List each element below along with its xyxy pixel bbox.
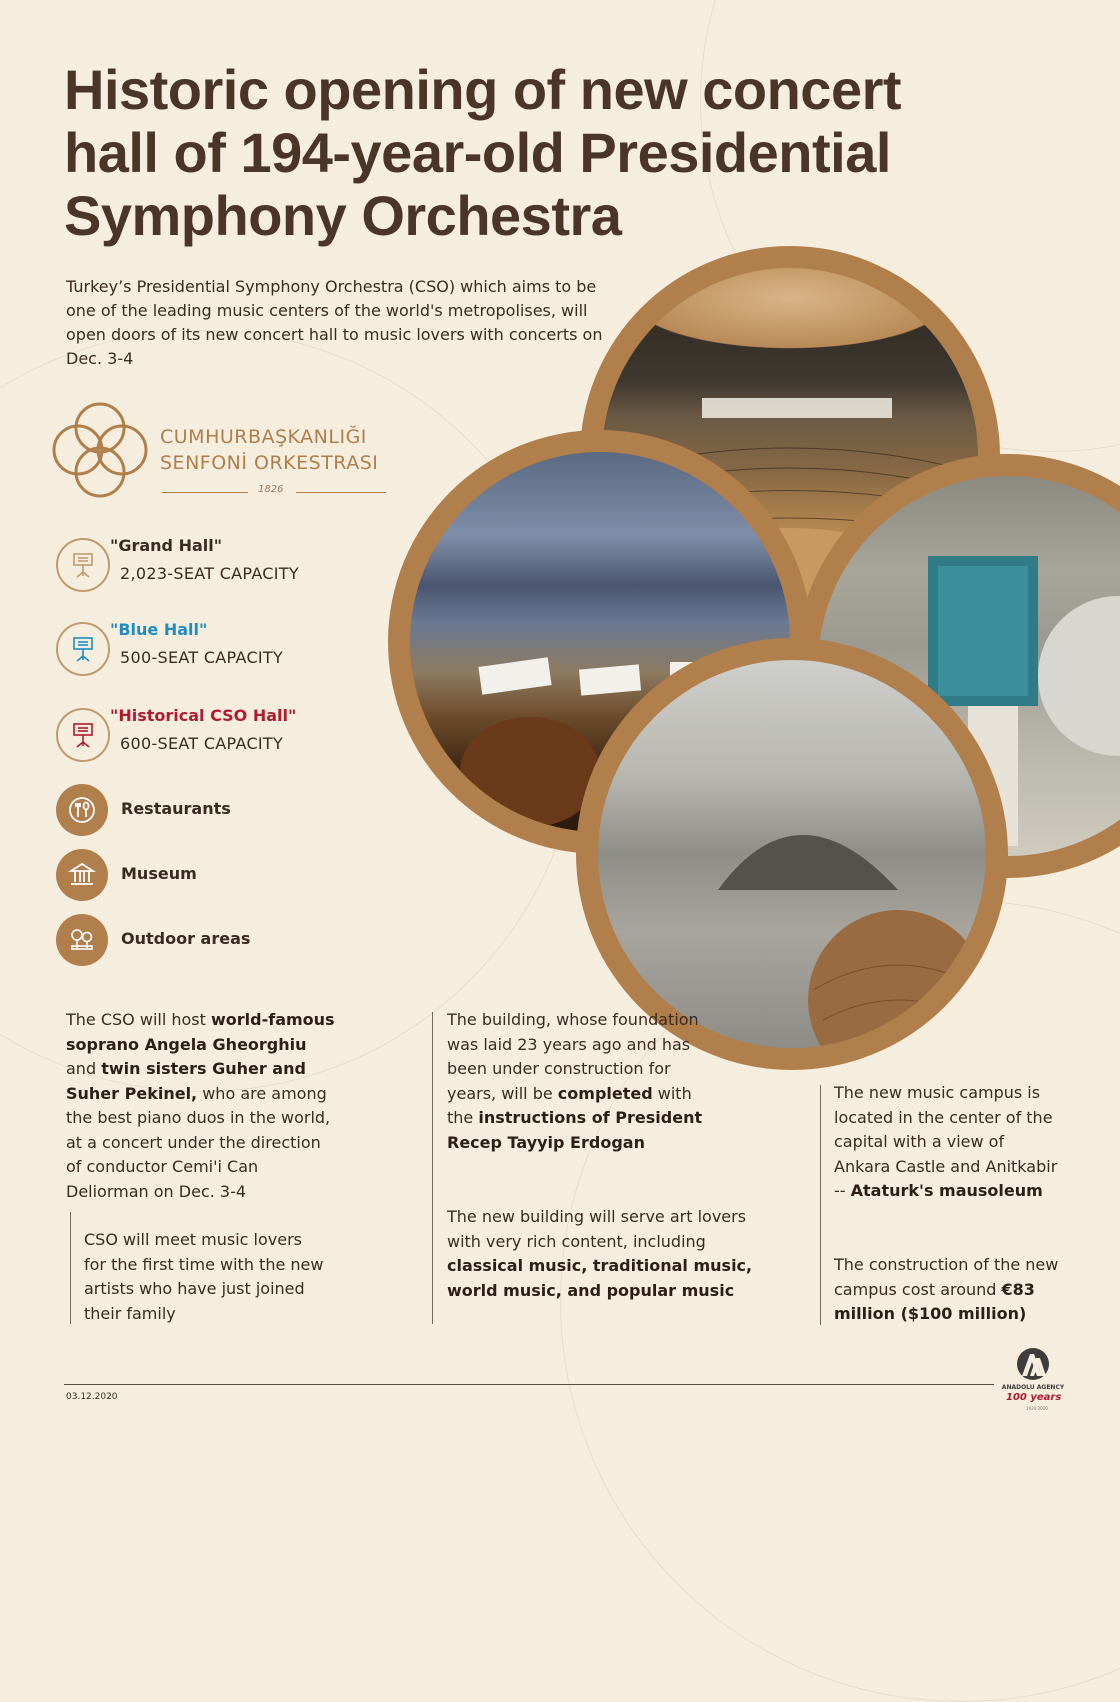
music-stand-icon xyxy=(56,622,110,676)
col2-paragraph-2 xyxy=(447,1205,767,1303)
hall-capacity: 500-SEAT CAPACITY xyxy=(120,648,284,667)
interlocking-rings-icon xyxy=(52,398,148,498)
highlight-text: Ataturk's mausoleum xyxy=(850,1181,1043,1200)
agency-badge-years: 1920-2020 xyxy=(1026,1406,1048,1411)
body-text: The CSO will host xyxy=(66,1010,211,1029)
hall-grand xyxy=(56,536,436,592)
music-stand-icon xyxy=(56,538,110,592)
body-text: who are among the best piano duos in the world, at a concert under the direction of conductor Cemi'i Can Deliorman on Dec. 3-4 xyxy=(66,1083,331,1201)
highlight-text: €83 million ($100 million) xyxy=(834,1279,1035,1323)
agency-name: ANADOLU AGENCY xyxy=(1001,1384,1065,1391)
highlight-text: completed xyxy=(557,1083,653,1103)
body-text: The new music campus is located in the center of the capital with a view of Ankara Castle and Anitkabir -- xyxy=(834,1083,1058,1200)
hall-capacity: 600-SEAT CAPACITY xyxy=(120,734,284,753)
museum-icon xyxy=(56,849,108,901)
logo-year: 1826 xyxy=(258,484,284,495)
fork-spoon-icon xyxy=(56,784,108,836)
anadolu-agency-logo xyxy=(1000,1346,1066,1416)
col2-paragraph-1 xyxy=(447,1008,717,1155)
hall-name: "Grand Hall" xyxy=(110,536,223,555)
body-text: The new building will serve art lovers with very rich content, including xyxy=(447,1207,747,1251)
col1-divider xyxy=(70,1212,71,1324)
body-text: with the xyxy=(447,1083,692,1127)
photo-exterior-frame xyxy=(576,638,1008,1070)
logo-divider xyxy=(162,492,248,493)
highlight-text: world-famous soprano Angela Gheorghiu xyxy=(66,1010,335,1054)
footer-divider xyxy=(64,1384,994,1385)
col1-paragraph-1 xyxy=(66,1008,336,1204)
publish-date: 03.12.2020 xyxy=(66,1392,118,1402)
logo-divider xyxy=(296,492,386,493)
hall-name: "Blue Hall" xyxy=(110,620,208,639)
body-text: The building, whose foundation was laid 23 years ago and has been under construction for years, will be xyxy=(447,1010,699,1103)
feature-label: Museum xyxy=(121,864,197,883)
hall-historical xyxy=(56,706,436,762)
agency-100-years-badge: 100 years xyxy=(1006,1392,1062,1403)
page-title: Historic opening of new concert hall of 194-year-old Presidential Symphony Orchestra xyxy=(64,58,902,247)
exterior-dome-photo xyxy=(598,660,986,1048)
body-text: and xyxy=(66,1059,102,1078)
trees-icon xyxy=(56,914,108,966)
feature-label: Outdoor areas xyxy=(121,929,251,948)
col3-paragraph-2 xyxy=(834,1253,1064,1327)
logo-line-2: SENFONİ ORKESTRASI xyxy=(160,452,379,474)
logo-line-1: CUMHURBAŞKANLIĞI xyxy=(160,426,367,448)
feature-outdoor xyxy=(56,914,416,966)
feature-restaurants xyxy=(56,784,416,836)
highlight-text: instructions of President Recep Tayyip Erdogan xyxy=(447,1108,703,1152)
hall-capacity: 2,023-SEAT CAPACITY xyxy=(120,564,299,583)
aa-emblem-icon xyxy=(1000,1346,1066,1386)
intro-text: Turkey’s Presidential Symphony Orchestra (CSO) which aims to be one of the leading music centers of the world's metropolises, will open doors of its new concert hall to music lovers with concerts on Dec. 3-4 xyxy=(66,277,603,368)
highlight-text: twin sisters Guher and Suher Pekinel, xyxy=(66,1059,306,1103)
hall-name: "Historical CSO Hall" xyxy=(110,706,297,725)
body-text: The construction of the new campus cost around xyxy=(834,1255,1059,1299)
col1-paragraph-2: CSO will meet music lovers for the first time with the new artists who have just joined their family xyxy=(84,1230,324,1323)
highlight-text: classical music, traditional music, world music, and popular music xyxy=(447,1256,753,1300)
feature-museum xyxy=(56,849,416,901)
hall-blue xyxy=(56,620,436,676)
col3-divider xyxy=(820,1085,821,1325)
col3-paragraph-1 xyxy=(834,1081,1064,1204)
feature-label: Restaurants xyxy=(121,799,231,818)
col2-divider xyxy=(432,1012,433,1324)
music-stand-icon xyxy=(56,708,110,762)
orchestra-logo xyxy=(52,398,392,506)
